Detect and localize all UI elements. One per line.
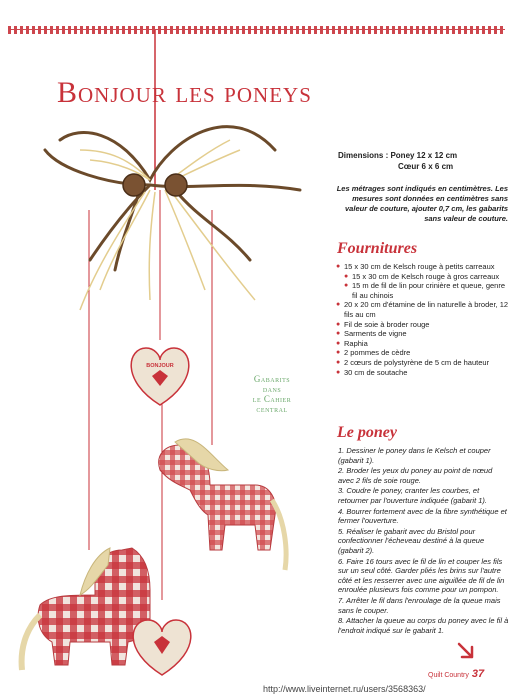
- supply-item: ● Fil de soie à broder rouge: [336, 320, 511, 330]
- fournitures-heading: Fournitures: [337, 240, 418, 257]
- dimensions-pony: Dimensions : Poney 12 x 12 cm: [338, 151, 458, 160]
- instruction-step: 7. Arrêter le fil dans l'enroulage de la queue mais sans le couper.: [338, 595, 501, 615]
- heart-label: BONJOUR: [146, 363, 174, 369]
- embroidered-heart-top: [131, 348, 189, 405]
- arrow-down-right-icon[interactable]: [455, 640, 477, 662]
- instruction-step: 8. Attacher la queue au corps du poney avec le fil à l'endroit indiqué sur le gabarit 1.: [338, 616, 509, 635]
- measurement-notes: Les métrages sont indiqués en centimètres. Les mesures sont données en centimètres sans valeur de couture, ajouter 0,7 cm, les gabarits sans valeur de couture.: [336, 184, 508, 223]
- supply-item: ● Raphia: [336, 339, 511, 349]
- instruction-step: 1. Dessiner le poney dans le Kelsch et couper (gabarit 1).: [338, 446, 491, 465]
- supply-item: ● 2 pommes de cèdre: [336, 348, 511, 358]
- page-footer: [428, 668, 484, 680]
- supply-item: ● 2 cœurs de polystyrène de 5 cm de hauteur: [336, 358, 511, 368]
- gabarits-note: Gabarits dans le Cahier central: [252, 374, 292, 414]
- supply-item: ● 15 x 30 cm de Kelsch rouge à gros carreaux: [336, 272, 511, 282]
- supply-item: ● 15 m de fil de lin pour crinière et queue, genre fil au chinois: [336, 281, 511, 300]
- instruction-step: 5. Réaliser le gabarit avec du Bristol pour confectionner l'écheveau destiné à la queue (gabarit 2).: [338, 526, 485, 555]
- page-title: Bonjour les poneys: [57, 76, 312, 109]
- pony-right: [159, 439, 286, 570]
- supply-item: ● 15 x 30 cm de Kelsch rouge à petits carreaux: [336, 262, 511, 272]
- instruction-step: 3. Coudre le poney, cranter les courbes, et retourner par l'ouverture indiquée (gabarit 1).: [338, 486, 488, 505]
- ponies-illustration: [0, 30, 330, 680]
- twig-bow: [45, 127, 300, 270]
- pony-left: [22, 548, 150, 670]
- raffia: [80, 140, 255, 310]
- supply-item: ● 20 x 20 cm d'étamine de lin naturelle à broder, 12 fils au cm: [336, 300, 511, 319]
- supply-item: ● 30 cm de soutache: [336, 368, 511, 378]
- magazine-name: Quilt Country: [428, 672, 469, 679]
- supplies-list: [336, 262, 511, 377]
- instruction-step: 2. Broder les yeux du poney au point de nœud avec 2 fils de soie rouge.: [338, 466, 493, 485]
- poney-heading: Le poney: [337, 424, 397, 441]
- instructions: [338, 446, 510, 636]
- dimensions: [338, 150, 508, 172]
- instruction-step: 6. Faire 16 tours avec le fil de lin et couper les fils sur un seul côté. Garder pliés les brins sur l'autre côté et les resserrer avec une aiguillée de fil de lin enroulée plusieurs fois comme pour un pompon.: [338, 556, 505, 595]
- page-number: 37: [471, 668, 485, 680]
- source-url[interactable]: http://www.liveinternet.ru/users/3568363/: [263, 684, 426, 694]
- dimensions-heart: Cœur 6 x 6 cm: [398, 162, 454, 171]
- supply-item: ● Sarments de vigne: [336, 329, 511, 339]
- embroidered-heart-bottom: [133, 620, 191, 675]
- instruction-step: 4. Bourrer fortement avec de la fibre synthétique et fermer l'ouverture.: [338, 506, 507, 526]
